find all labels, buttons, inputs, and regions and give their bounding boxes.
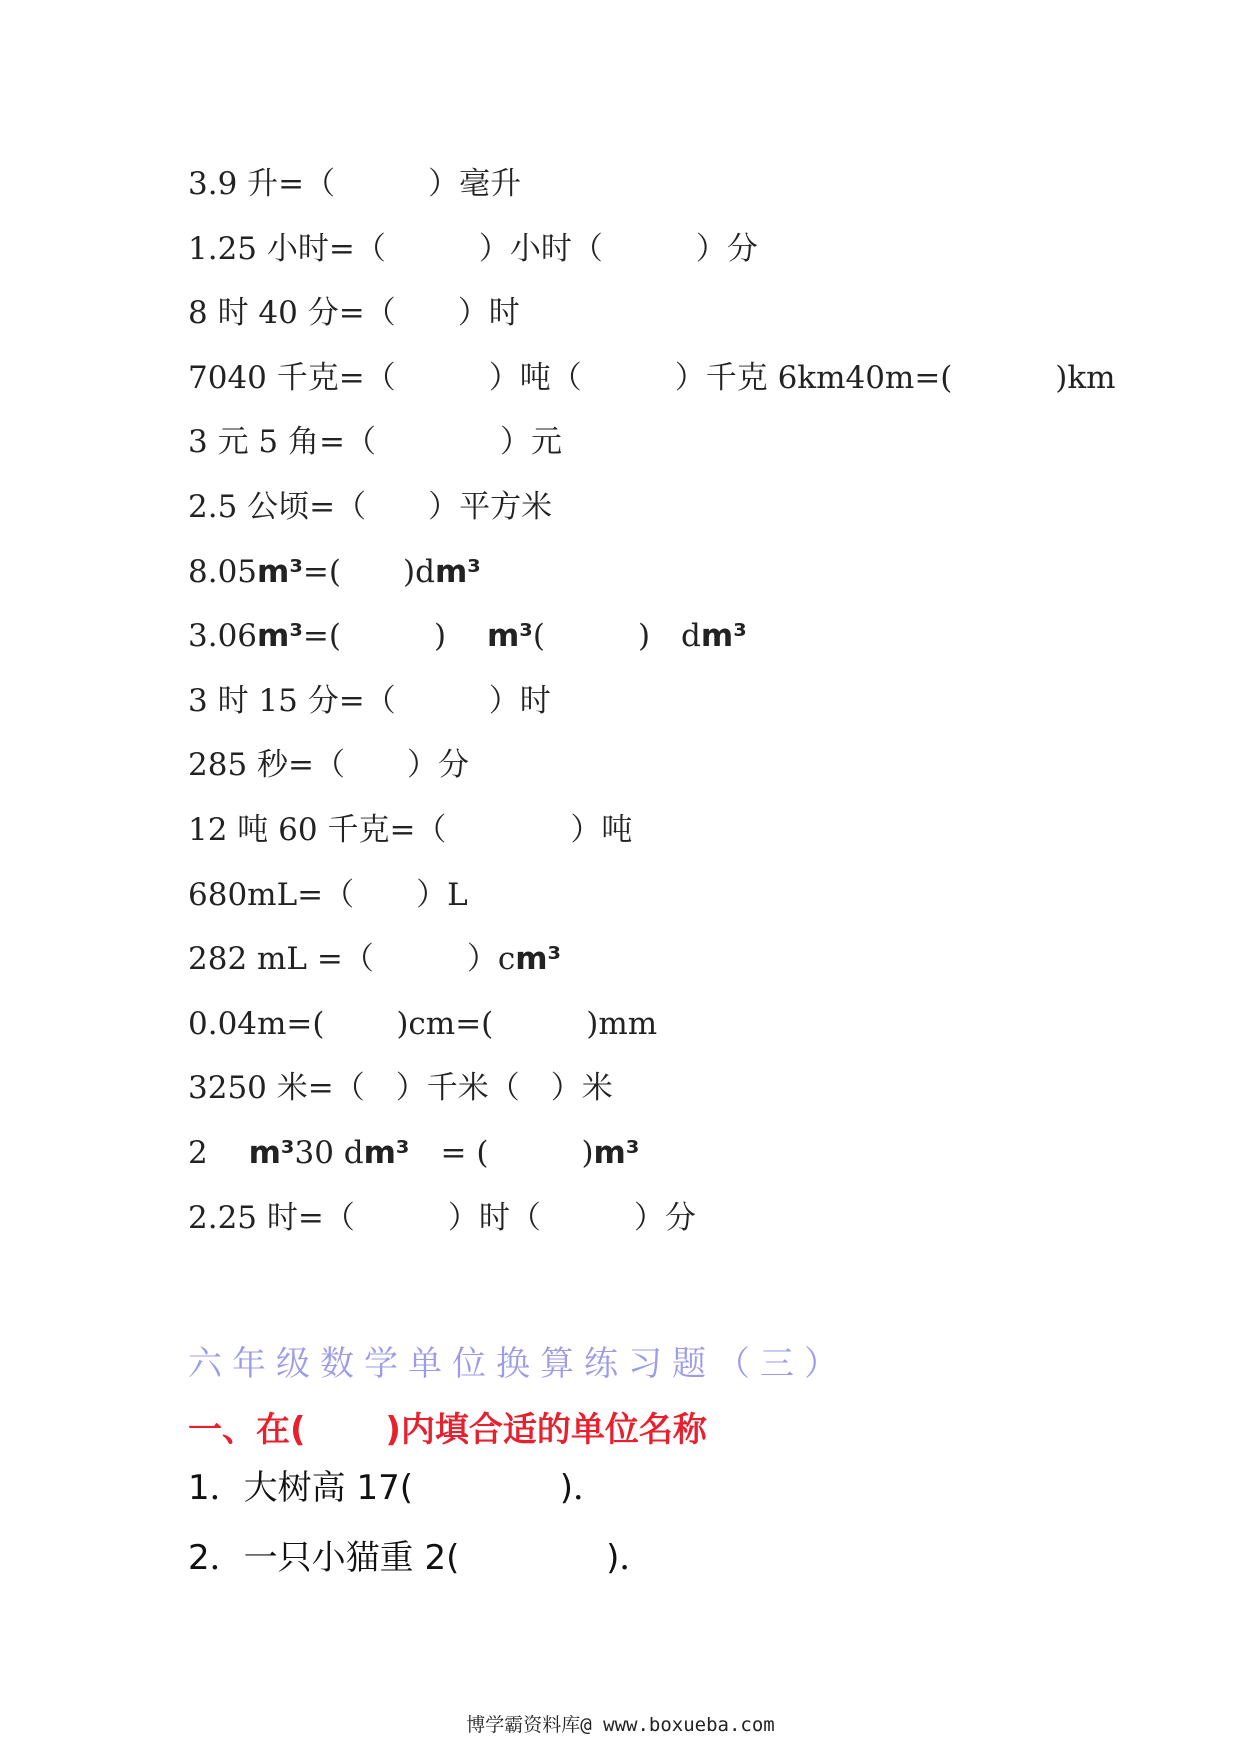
exercise-line: [188, 1133, 639, 1173]
exercise-text: 7040 千克=（ ）吨（ ）千克 6km40m=( )km: [188, 360, 1116, 396]
exercise-text: 3.9 升=（ ）毫升: [188, 166, 522, 202]
exercise-text: 3.06: [188, 618, 258, 654]
exercise-line: [188, 1004, 657, 1044]
exercise-line: [188, 681, 551, 721]
exercise-line: [188, 745, 469, 785]
exercise-text: 8.05: [188, 554, 258, 590]
unit-symbol: m³: [363, 1135, 410, 1171]
exercise-text: 2.5 公顷=（ ）平方米: [188, 489, 553, 525]
exercise-text: =( )d: [302, 554, 435, 590]
footer-watermark: 博学霸资料库@ www.boxueba.com: [466, 1714, 775, 1736]
exercise-line: [188, 293, 520, 333]
exercise-text: ( ) d: [532, 618, 701, 654]
unit-symbol: m³: [248, 1135, 295, 1171]
section-title: 一、在( )内填合适的单位名称: [188, 1410, 707, 1450]
unit-symbol: m³: [700, 618, 747, 654]
exercise-line: [188, 875, 468, 915]
question-item: 1．大树高 17( )．: [188, 1468, 608, 1508]
unit-symbol: m³: [515, 941, 562, 977]
exercise-line: [188, 164, 521, 204]
exercise-text: 282 mL =（ ）c: [188, 941, 516, 977]
exercise-text: = ( ): [409, 1135, 594, 1171]
unit-symbol: m³: [486, 618, 533, 654]
exercise-line: [188, 810, 632, 850]
exercise-line: [188, 1198, 696, 1238]
question-item: 2．一只小猫重 2( )．: [188, 1538, 654, 1578]
exercise-text: 680mL=（ ）L: [188, 877, 468, 913]
exercise-line: [188, 552, 481, 592]
worksheet-heading: 六年级数学单位换算练习题（三）: [188, 1344, 848, 1384]
exercise-text: 0.04m=( )cm=( )mm: [188, 1006, 658, 1042]
exercise-text: 3250 米=（ ）千米（ ）米: [188, 1070, 613, 1106]
exercise-line: [188, 1068, 613, 1108]
exercise-line: [188, 616, 747, 656]
exercise-text: 285 秒=（ ）分: [188, 747, 469, 783]
exercise-line: [188, 358, 1116, 398]
exercise-text: 1.25 小时=（ ）小时（ ）分: [188, 231, 758, 267]
unit-symbol: m³: [434, 554, 481, 590]
exercise-text: 2: [188, 1135, 249, 1171]
unit-symbol: m³: [257, 554, 303, 590]
exercise-line: [188, 487, 552, 527]
exercise-line: [188, 422, 562, 462]
exercise-text: 8 时 40 分=（ ）时: [188, 295, 520, 331]
exercise-text: 3 时 15 分=（ ）时: [188, 683, 551, 719]
exercise-line: [188, 939, 561, 979]
exercise-text: =( ): [302, 618, 487, 654]
exercise-text: 2.25 时=（ ）时（ ）分: [188, 1200, 696, 1236]
exercise-text: 12 吨 60 千克=（ ）吨: [188, 812, 633, 848]
exercise-line: [188, 229, 758, 269]
unit-symbol: m³: [593, 1135, 640, 1171]
exercise-text: 30 d: [294, 1135, 364, 1171]
unit-symbol: m³: [257, 618, 303, 654]
exercise-text: 3 元 5 角=（ ）元: [188, 424, 562, 460]
